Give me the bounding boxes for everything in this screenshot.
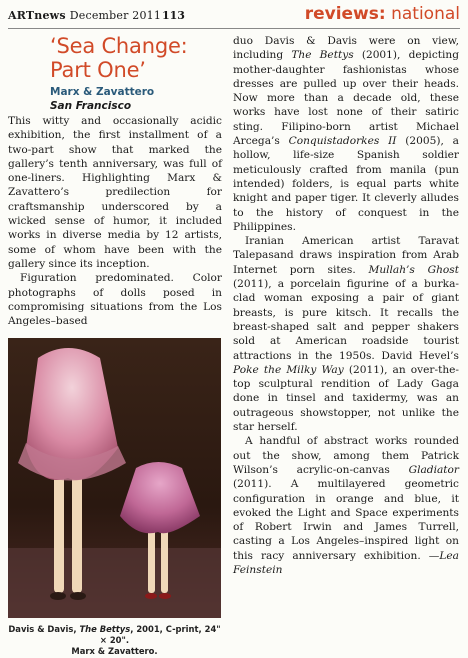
section-light: national [391, 4, 460, 24]
artwork-photo [8, 338, 221, 618]
p4-italic-b: Poke the Milky Way [233, 363, 344, 376]
section-bold: reviews: [304, 4, 386, 24]
header-rule [8, 28, 460, 29]
floor [8, 548, 221, 618]
right-column [233, 34, 459, 577]
paragraph-4 [233, 234, 459, 434]
gallery-name: Marx & Zavattero [50, 86, 155, 98]
page-header [8, 6, 460, 28]
p5-text-b: (2011). A multilayered geometric configuration in orange and blue, it evoked the Light and Space experiments of Robert Irwin and James Turrell, casting a Los Angeles–inspired light on this racy anniversary exhibition. [233, 478, 459, 562]
p3-text-c: (2005), a hollow, life-size Spanish soldier meticulously crafted from manila (pun intended) folders, is equal parts white knight and paper tiger. It cleverly alludes to the history of conquest in the Philippines. [233, 135, 459, 233]
paragraph-2: Figuration predominated. Color photographs of dolls posed in compromising situations from the Los Angeles–based [8, 272, 222, 328]
dolls-photo-illustration [8, 338, 221, 618]
p4-text-a: Iranian American artist Taravat Talepasand draws inspiration from Arab Internet porn sites. [233, 235, 459, 276]
city-name: San Francisco [50, 100, 132, 112]
p4-text-c: (2011), an over-the-top sculptural rendition of Lady Gaga done in tinsel and taxidermy, was an outrageous showstopper, not unlike the star herself. [233, 363, 459, 434]
section-heading [305, 4, 460, 24]
paragraph-5 [233, 434, 459, 577]
caption-details: , 2001, C-print, 24" × 20". [99, 624, 221, 645]
byline: —Lea Feinstein [233, 549, 459, 576]
photo-caption [8, 624, 221, 657]
p3-text-b: (2001), depicting mother-daughter fashionistas whose dresses are pulled up over their heads. Now more than a decade old, these works have lost none of their satiric sting. Filipino-born artist Michael Arcega’s [233, 49, 459, 148]
p3-italic-a: The Bettys [291, 49, 354, 62]
paragraph-3 [233, 34, 459, 234]
p4-text-b: (2011), a porcelain figurine of a burka-clad woman exposing a pair of giant breasts, is pure kitsch. It recalls the breast-shaped salt and pepper shakers sold at American roadside tourist attractions in the 1950s. David Hevel’s [233, 278, 459, 362]
magazine-masthead [8, 9, 161, 22]
caption-credit: Marx & Zavattero. [71, 646, 158, 656]
p5-text-a: A handful of abstract works rounded out the show, among them Patrick Wilson’s acrylic-on-canvas [233, 435, 459, 476]
paragraph-1: This witty and occasionally acidic exhibition, the first installment of a two-part show that marked the gallery’s tenth anniversary, was full of one-liners. Highlighting Marx & Zavattero’s predilection for craftsmanship underscored by a wicked sense of humor, it included works in diverse media by 12 artists, some of whom have been with the gallery since its inception. [8, 115, 222, 270]
page-number: 113 [162, 9, 185, 22]
p3-text-a: duo Davis & Davis were on view, including [233, 35, 459, 62]
magazine-name: ARTnews [8, 9, 66, 22]
caption-title: The Bettys [79, 624, 131, 634]
issue-date: December 2011 [69, 9, 162, 22]
caption-artist: Davis & Davis, [8, 624, 80, 634]
title-line-1: ‘Sea Change: [50, 34, 188, 58]
p4-italic-a: Mullah’s Ghost [368, 263, 459, 276]
left-column [8, 34, 222, 328]
p3-italic-b: Conquistadorkes II [288, 135, 397, 148]
p5-italic-a: Gladiator [408, 463, 459, 476]
title-line-2: Part One’ [50, 58, 146, 82]
article-title [50, 34, 222, 82]
